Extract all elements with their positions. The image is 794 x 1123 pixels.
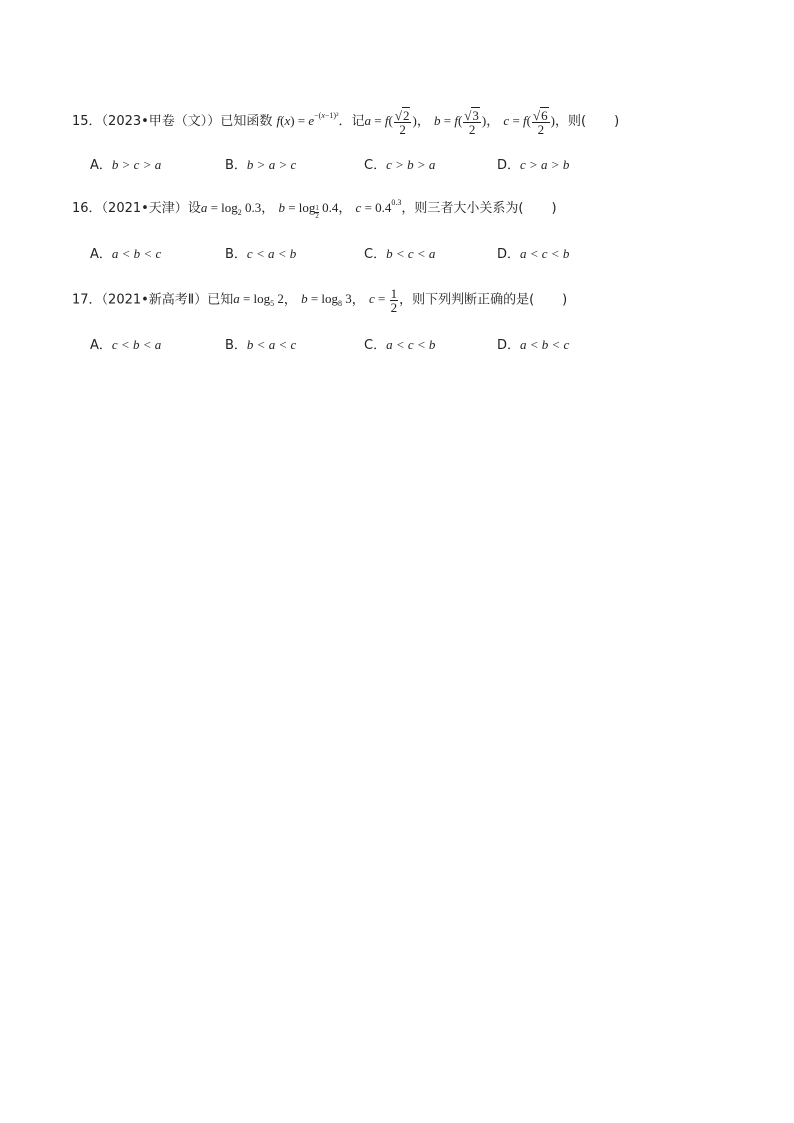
b-definition: $b = \log_8 3$	[301, 291, 352, 309]
option-b[interactable]: B．b < a < c	[225, 337, 297, 353]
c-definition: c = $\frac{1}{2}$	[368, 286, 398, 315]
b-definition: b = f( $\frac{√3}{2}$ )	[433, 107, 487, 137]
b-definition: b = log $\frac{1}{2}$ 0.4	[278, 200, 339, 220]
close-paren: )	[562, 292, 568, 308]
question-source: （2021•天津）	[101, 201, 188, 216]
option-c[interactable]: C．c > b > a	[364, 157, 436, 173]
question-15: 15．（2023•甲卷（文））已知函数 $f(x) = e^{-(x-1)^2}$．记a = f( $\frac{√2}{2}$ )， b = f( $\frac{√3}{2}$ )， c = f( $\frac{√6}{2}$ )，则( )	[72, 107, 620, 137]
question-stem-mid: ．记	[338, 114, 365, 129]
question-number: 17．	[72, 292, 102, 308]
question-source: （2021•新高考Ⅱ）	[101, 292, 208, 308]
a-definition: $a = \log_2 0.3$	[200, 200, 262, 217]
question-stem-suffix: ，则下列判断正确的是(	[399, 292, 535, 308]
close-paren: )	[551, 201, 557, 216]
question-number: 16．	[72, 201, 102, 216]
close-paren: )	[614, 114, 620, 129]
question-stem-prefix: 设	[187, 201, 201, 216]
option-b[interactable]: B．c < a < b	[225, 246, 297, 262]
a-definition: a = f( $\frac{√2}{2}$ )	[364, 107, 417, 137]
question-17: 17．（2021•新高考Ⅱ）已知$a = \log_5 2$， $b = \log_8 3$， c = $\frac{1}{2}$ ，则下列判断正确的是( )	[72, 286, 568, 315]
option-b[interactable]: B．b > a > c	[225, 157, 297, 173]
question-number: 15．	[72, 114, 102, 129]
option-a[interactable]: A．c < b < a	[90, 337, 162, 353]
function-definition: $f(x) = e^{-(x-1)^2}$	[276, 111, 339, 128]
option-c[interactable]: C．a < c < b	[364, 337, 436, 353]
c-definition: c = f( $\frac{√6}{2}$ )	[503, 107, 555, 137]
question-stem-prefix: 已知函数	[220, 114, 273, 129]
c-definition: $c = 0.4^{0.3}$	[355, 198, 402, 215]
option-d[interactable]: D．a < c < b	[497, 246, 570, 262]
question-stem-suffix: ，则三者大小关系为(	[401, 201, 524, 216]
question-source: （2023•甲卷（文））	[101, 114, 221, 129]
option-d[interactable]: D．c > a > b	[497, 157, 570, 173]
option-c[interactable]: C．b < c < a	[364, 246, 436, 262]
question-stem-suffix: ，则(	[555, 114, 587, 129]
option-a[interactable]: A．b > c > a	[90, 157, 162, 173]
a-definition: $a = \log_5 2$	[233, 291, 284, 309]
question-16: 16．（2021•天津）设$a = \log_2 0.3$， b = log $\frac{1}{2}$ 0.4， $c = 0.4^{0.3}$，则三者大小关系为( )	[72, 198, 557, 220]
option-a[interactable]: A．a < b < c	[90, 246, 162, 262]
question-stem-prefix: 已知	[207, 292, 234, 308]
option-d[interactable]: D．a < b < c	[497, 337, 570, 353]
